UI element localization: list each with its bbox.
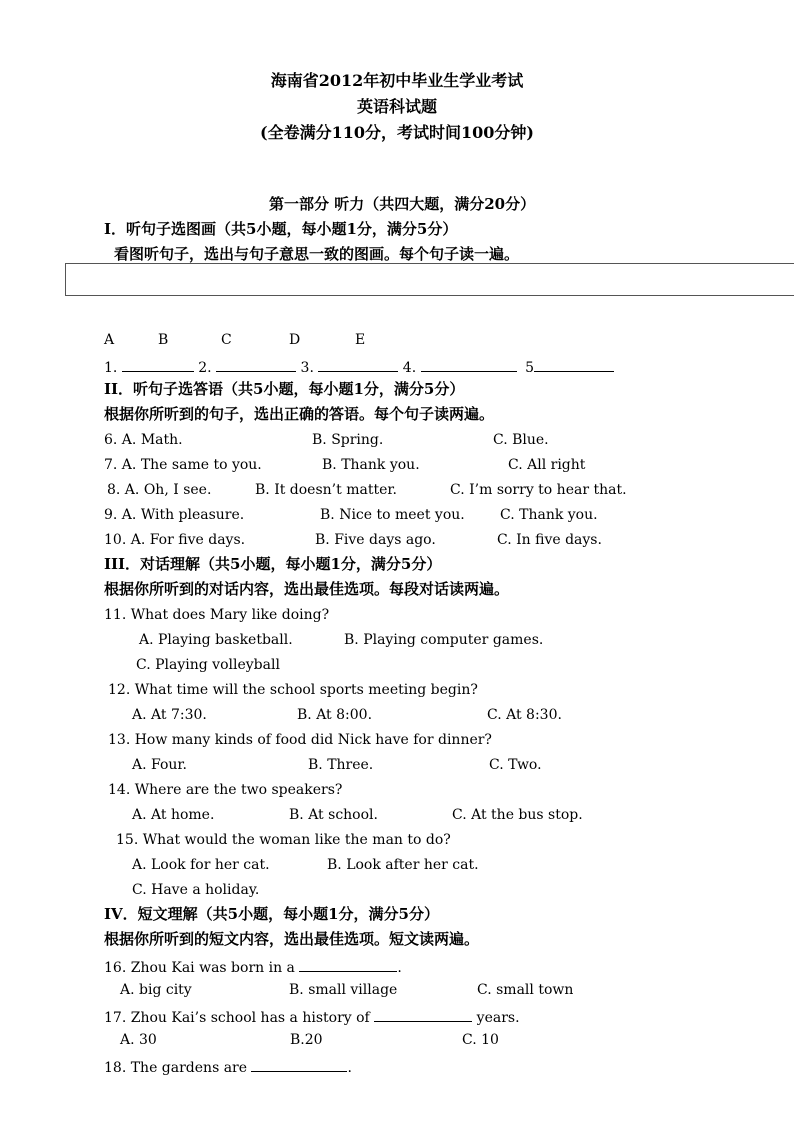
q7-option-c: C. All right bbox=[508, 457, 586, 473]
blank-label-3: 3. bbox=[300, 360, 314, 376]
q14-question: 14. Where are the two speakers? bbox=[108, 782, 343, 798]
q12-option-c: C. At 8:30. bbox=[487, 707, 562, 723]
blank-label-4: 4. bbox=[402, 360, 417, 376]
letter-b: B bbox=[158, 332, 169, 348]
exam-title: 海南省2012年初中毕业生学业考试 bbox=[270, 71, 524, 90]
q6-option-a: 6. A. Math. bbox=[104, 432, 183, 448]
sec1-instruction: 看图听句子，选出与句子意思一致的图画。每个句子读一遍。 bbox=[114, 245, 520, 263]
q16-option-c: C. small town bbox=[477, 982, 574, 998]
sec3-heading: III．对话理解（共5小题，每小题1分，满分5分） bbox=[104, 555, 442, 573]
q18-question-row bbox=[104, 1057, 352, 1076]
q14-option-a: A. At home. bbox=[132, 807, 215, 823]
q11-question: 11. What does Mary like doing? bbox=[104, 607, 330, 623]
sec2-instruction: 根据你所听到的句子，选出正确的答语。每个句子读两遍。 bbox=[104, 405, 495, 423]
q12-option-b: B. At 8:00. bbox=[297, 707, 373, 723]
q17-end: years. bbox=[476, 1010, 520, 1026]
part1-heading: 第一部分 听力（共四大题，满分20分） bbox=[269, 195, 536, 213]
sec4-heading: IV．短文理解（共5小题，每小题1分，满分5分） bbox=[104, 905, 439, 923]
q17-option-b: B.20 bbox=[290, 1032, 323, 1048]
q15-option-a: A. Look for her cat. bbox=[132, 857, 270, 873]
q9-option-b: B. Nice to meet you. bbox=[320, 507, 465, 523]
answer-blank-4[interactable] bbox=[421, 357, 517, 372]
blank-label-2: 2. bbox=[198, 360, 212, 376]
q8-option-a: 8. A. Oh, I see. bbox=[107, 482, 212, 498]
q7-option-a: 7. A. The same to you. bbox=[104, 457, 262, 473]
q12-option-a: A. At 7:30. bbox=[132, 707, 207, 723]
answer-blank-1[interactable] bbox=[122, 357, 194, 372]
blank-label-5: 5 bbox=[525, 360, 534, 376]
q13-question: 13. How many kinds of food did Nick have for dinner? bbox=[108, 732, 492, 748]
q14-option-c: C. At the bus stop. bbox=[452, 807, 583, 823]
q6-option-c: C. Blue. bbox=[493, 432, 549, 448]
sec3-instruction: 根据你所听到的对话内容，选出最佳选项。每段对话读两遍。 bbox=[104, 580, 510, 598]
q10-option-b: B. Five days ago. bbox=[315, 532, 436, 548]
q11-option-b: B. Playing computer games. bbox=[344, 632, 544, 648]
q15-question: 15. What would the woman like the man to do? bbox=[116, 832, 451, 848]
q14-option-b: B. At school. bbox=[289, 807, 378, 823]
q17-question: 17. Zhou Kai’s school has a history of bbox=[104, 1010, 370, 1026]
sec2-heading: II．听句子选答语（共5小题，每小题1分，满分5分） bbox=[104, 380, 465, 398]
q18-question: 18. The gardens are bbox=[104, 1060, 248, 1076]
q10-option-c: C. In five days. bbox=[497, 532, 602, 548]
q13-option-b: B. Three. bbox=[308, 757, 374, 773]
q16-question-row bbox=[104, 957, 402, 976]
picture-frame bbox=[65, 263, 794, 296]
q15-option-c: C. Have a holiday. bbox=[132, 882, 260, 898]
q9-option-c: C. Thank you. bbox=[500, 507, 598, 523]
exam-subject: 英语科试题 bbox=[356, 97, 437, 116]
letter-c: C bbox=[221, 332, 232, 348]
q10-option-a: 10. A. For five days. bbox=[104, 532, 246, 548]
q12-question: 12. What time will the school sports meeting begin? bbox=[108, 682, 478, 698]
q15-option-b: B. Look after her cat. bbox=[327, 857, 479, 873]
letter-a: A bbox=[104, 332, 115, 348]
q13-option-a: A. Four. bbox=[132, 757, 188, 773]
q9-option-a: 9. A. With pleasure. bbox=[104, 507, 245, 523]
q17-answer-blank[interactable] bbox=[374, 1007, 472, 1022]
q18-answer-blank[interactable] bbox=[251, 1057, 347, 1072]
answer-blank-2[interactable] bbox=[216, 357, 296, 372]
answer-blanks-row bbox=[104, 357, 614, 376]
q17-option-a: A. 30 bbox=[120, 1032, 157, 1048]
q13-option-c: C. Two. bbox=[489, 757, 542, 773]
letter-e: E bbox=[355, 332, 366, 348]
exam-info: (全卷满分110分，考试时间100分钟) bbox=[260, 123, 534, 142]
sec4-instruction: 根据你所听到的短文内容，选出最佳选项。短文读两遍。 bbox=[104, 930, 480, 948]
answer-blank-5[interactable] bbox=[534, 357, 614, 372]
q7-option-b: B. Thank you. bbox=[322, 457, 420, 473]
q11-option-c: C. Playing volleyball bbox=[136, 657, 280, 673]
q17-question-row bbox=[104, 1007, 520, 1026]
answer-blank-3[interactable] bbox=[318, 357, 398, 372]
q16-answer-blank[interactable] bbox=[299, 957, 397, 972]
q17-option-c: C. 10 bbox=[462, 1032, 499, 1048]
q16-option-b: B. small village bbox=[289, 982, 398, 998]
sec1-heading: I．听句子选图画（共5小题，每小题1分，满分5分） bbox=[104, 220, 458, 238]
letter-d: D bbox=[289, 332, 301, 348]
q16-option-a: A. big city bbox=[120, 982, 192, 998]
q6-option-b: B. Spring. bbox=[312, 432, 384, 448]
q11-option-a: A. Playing basketball. bbox=[139, 632, 293, 648]
q8-option-c: C. I’m sorry to hear that. bbox=[450, 482, 627, 498]
q16-question: 16. Zhou Kai was born in a bbox=[104, 960, 295, 976]
q8-option-b: B. It doesn’t matter. bbox=[255, 482, 397, 498]
q16-end: . bbox=[397, 960, 402, 976]
q18-end: . bbox=[347, 1060, 352, 1076]
blank-label-1: 1. bbox=[104, 360, 118, 376]
